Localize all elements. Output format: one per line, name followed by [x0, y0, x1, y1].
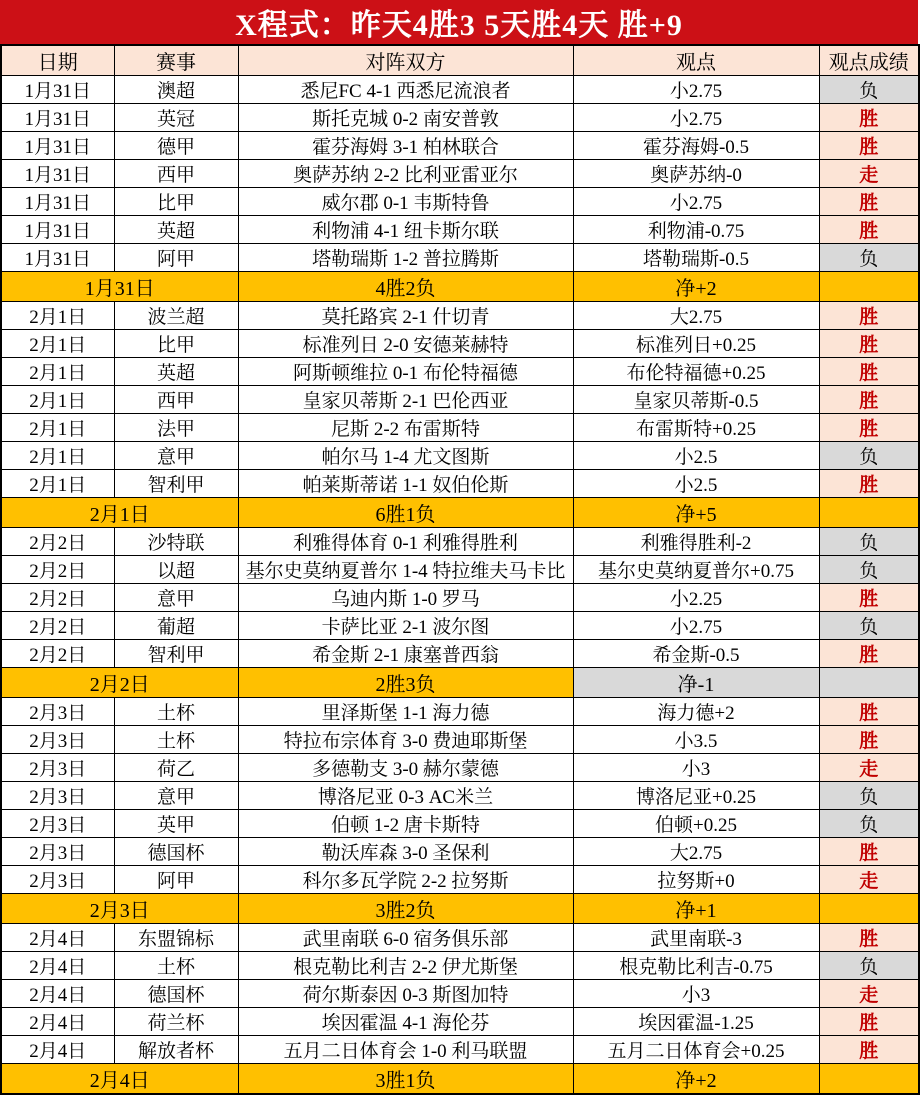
match-row — [1, 584, 919, 612]
column-header-view: 观点 — [573, 45, 819, 76]
match-result-badge: 胜 — [819, 470, 919, 498]
match-teams-score: 特拉布宗体育 3-0 费迪耶斯堡 — [238, 726, 573, 754]
match-row — [1, 698, 919, 726]
match-teams-score: 里泽斯堡 1-1 海力德 — [238, 698, 573, 726]
summary-net: 净+2 — [573, 1064, 819, 1095]
match-date: 2月4日 — [1, 1008, 114, 1036]
summary-record: 6胜1负 — [238, 498, 573, 528]
match-row — [1, 76, 919, 104]
match-row — [1, 726, 919, 754]
match-league: 土杯 — [114, 952, 238, 980]
match-view: 布雷斯特+0.25 — [573, 414, 819, 442]
match-date: 2月4日 — [1, 980, 114, 1008]
summary-date: 2月2日 — [1, 668, 238, 698]
match-teams-score: 利物浦 4-1 纽卡斯尔联 — [238, 216, 573, 244]
match-row — [1, 470, 919, 498]
column-header-league: 赛事 — [114, 45, 238, 76]
title-banner — [0, 0, 918, 44]
match-teams-score: 五月二日体育会 1-0 利马联盟 — [238, 1036, 573, 1064]
match-league: 阿甲 — [114, 866, 238, 894]
match-teams-score: 根克勒比利吉 2-2 伊尤斯堡 — [238, 952, 573, 980]
match-league: 德国杯 — [114, 838, 238, 866]
match-league: 意甲 — [114, 584, 238, 612]
match-teams-score: 勒沃库森 3-0 圣保利 — [238, 838, 573, 866]
match-league: 解放者杯 — [114, 1036, 238, 1064]
match-teams-score: 希金斯 2-1 康塞普西翁 — [238, 640, 573, 668]
match-league: 波兰超 — [114, 302, 238, 330]
match-teams-score: 斯托克城 0-2 南安普敦 — [238, 104, 573, 132]
match-date: 2月3日 — [1, 866, 114, 894]
match-view: 小3 — [573, 754, 819, 782]
day-summary-row — [1, 1064, 919, 1095]
match-date: 2月3日 — [1, 810, 114, 838]
match-date: 2月1日 — [1, 302, 114, 330]
match-row — [1, 924, 919, 952]
match-league: 英甲 — [114, 810, 238, 838]
column-header-matchup: 对阵双方 — [238, 45, 573, 76]
match-date: 2月2日 — [1, 528, 114, 556]
match-date: 2月3日 — [1, 698, 114, 726]
match-row — [1, 414, 919, 442]
match-view: 伯顿+0.25 — [573, 810, 819, 838]
match-row — [1, 528, 919, 556]
match-date: 1月31日 — [1, 160, 114, 188]
match-result-badge: 胜 — [819, 584, 919, 612]
match-row — [1, 132, 919, 160]
match-result-badge: 胜 — [819, 302, 919, 330]
summary-record: 2胜3负 — [238, 668, 573, 698]
match-league: 比甲 — [114, 330, 238, 358]
match-teams-score: 帕莱斯蒂诺 1-1 奴伯伦斯 — [238, 470, 573, 498]
match-result-badge: 胜 — [819, 104, 919, 132]
match-result-badge: 胜 — [819, 1036, 919, 1064]
match-view: 大2.75 — [573, 838, 819, 866]
match-view: 小2.75 — [573, 104, 819, 132]
match-teams-score: 奥萨苏纳 2-2 比利亚雷亚尔 — [238, 160, 573, 188]
match-result-badge: 胜 — [819, 414, 919, 442]
match-date: 2月1日 — [1, 470, 114, 498]
match-view: 五月二日体育会+0.25 — [573, 1036, 819, 1064]
match-result-badge: 胜 — [819, 1008, 919, 1036]
match-view: 布伦特福德+0.25 — [573, 358, 819, 386]
match-row — [1, 358, 919, 386]
match-league: 土杯 — [114, 726, 238, 754]
match-view: 拉努斯+0 — [573, 866, 819, 894]
match-result-badge: 负 — [819, 556, 919, 584]
match-view: 小2.5 — [573, 470, 819, 498]
match-result-badge: 胜 — [819, 330, 919, 358]
day-summary-row — [1, 668, 919, 698]
match-league: 英冠 — [114, 104, 238, 132]
match-view: 小2.75 — [573, 612, 819, 640]
match-result-badge: 负 — [819, 528, 919, 556]
match-result-badge: 走 — [819, 160, 919, 188]
match-row — [1, 782, 919, 810]
match-teams-score: 霍芬海姆 3-1 柏林联合 — [238, 132, 573, 160]
match-view: 希金斯-0.5 — [573, 640, 819, 668]
summary-record: 4胜2负 — [238, 272, 573, 302]
match-league: 荷兰杯 — [114, 1008, 238, 1036]
page-title: X程式：昨天4胜3 5天胜4天 胜+9 — [235, 9, 683, 42]
match-row — [1, 866, 919, 894]
match-league: 英超 — [114, 216, 238, 244]
match-date: 1月31日 — [1, 216, 114, 244]
match-result-badge: 走 — [819, 754, 919, 782]
match-view: 大2.75 — [573, 302, 819, 330]
match-date: 1月31日 — [1, 76, 114, 104]
day-summary-row — [1, 498, 919, 528]
match-teams-score: 尼斯 2-2 布雷斯特 — [238, 414, 573, 442]
match-view: 霍芬海姆-0.5 — [573, 132, 819, 160]
match-date: 1月31日 — [1, 244, 114, 272]
results-table-body — [1, 76, 919, 1095]
match-teams-score: 武里南联 6-0 宿务俱乐部 — [238, 924, 573, 952]
match-result-badge: 负 — [819, 612, 919, 640]
summary-result-spacer — [819, 498, 919, 528]
match-date: 2月2日 — [1, 640, 114, 668]
summary-result-spacer — [819, 668, 919, 698]
match-view: 小2.5 — [573, 442, 819, 470]
summary-net: 净+1 — [573, 894, 819, 924]
summary-result-spacer — [819, 272, 919, 302]
match-row — [1, 216, 919, 244]
match-teams-score: 乌迪内斯 1-0 罗马 — [238, 584, 573, 612]
summary-result-spacer — [819, 1064, 919, 1095]
match-date: 2月2日 — [1, 584, 114, 612]
match-row — [1, 104, 919, 132]
match-teams-score: 标准列日 2-0 安德莱赫特 — [238, 330, 573, 358]
match-view: 小2.75 — [573, 76, 819, 104]
match-date: 2月3日 — [1, 782, 114, 810]
match-league: 比甲 — [114, 188, 238, 216]
match-view: 标准列日+0.25 — [573, 330, 819, 358]
match-teams-score: 帕尔马 1-4 尤文图斯 — [238, 442, 573, 470]
match-league: 智利甲 — [114, 470, 238, 498]
match-view: 小2.75 — [573, 188, 819, 216]
summary-net: 净-1 — [573, 668, 819, 698]
match-league: 法甲 — [114, 414, 238, 442]
match-view: 博洛尼亚+0.25 — [573, 782, 819, 810]
match-league: 西甲 — [114, 160, 238, 188]
match-view: 海力德+2 — [573, 698, 819, 726]
match-result-badge: 负 — [819, 442, 919, 470]
match-row — [1, 980, 919, 1008]
match-result-badge: 胜 — [819, 838, 919, 866]
match-date: 2月1日 — [1, 414, 114, 442]
match-row — [1, 160, 919, 188]
day-summary-row — [1, 272, 919, 302]
match-teams-score: 悉尼FC 4-1 西悉尼流浪者 — [238, 76, 573, 104]
column-header-result: 观点成绩 — [819, 45, 919, 76]
match-date: 2月1日 — [1, 386, 114, 414]
column-header-date: 日期 — [1, 45, 114, 76]
match-league: 智利甲 — [114, 640, 238, 668]
match-date: 1月31日 — [1, 132, 114, 160]
match-date: 2月2日 — [1, 556, 114, 584]
match-league: 以超 — [114, 556, 238, 584]
results-table — [0, 44, 920, 1095]
match-date: 2月3日 — [1, 838, 114, 866]
match-row — [1, 556, 919, 584]
match-view: 利雅得胜利-2 — [573, 528, 819, 556]
header-row — [1, 45, 919, 76]
match-row — [1, 188, 919, 216]
match-row — [1, 386, 919, 414]
match-row — [1, 442, 919, 470]
match-view: 武里南联-3 — [573, 924, 819, 952]
match-league: 意甲 — [114, 782, 238, 810]
match-row — [1, 302, 919, 330]
summary-record: 3胜1负 — [238, 1064, 573, 1095]
match-date: 2月3日 — [1, 726, 114, 754]
match-row — [1, 612, 919, 640]
match-teams-score: 埃因霍温 4-1 海伦芬 — [238, 1008, 573, 1036]
match-league: 沙特联 — [114, 528, 238, 556]
match-row — [1, 330, 919, 358]
match-teams-score: 阿斯顿维拉 0-1 布伦特福德 — [238, 358, 573, 386]
match-row — [1, 838, 919, 866]
summary-record: 3胜2负 — [238, 894, 573, 924]
match-row — [1, 952, 919, 980]
match-result-badge: 胜 — [819, 640, 919, 668]
match-date: 2月1日 — [1, 442, 114, 470]
match-view: 根克勒比利吉-0.75 — [573, 952, 819, 980]
match-result-badge: 胜 — [819, 698, 919, 726]
match-result-badge: 走 — [819, 980, 919, 1008]
match-result-badge: 负 — [819, 782, 919, 810]
match-league: 英超 — [114, 358, 238, 386]
match-league: 澳超 — [114, 76, 238, 104]
day-summary-row — [1, 894, 919, 924]
match-teams-score: 博洛尼亚 0-3 AC米兰 — [238, 782, 573, 810]
summary-date: 2月3日 — [1, 894, 238, 924]
summary-date: 2月1日 — [1, 498, 238, 528]
summary-net: 净+2 — [573, 272, 819, 302]
match-view: 小3.5 — [573, 726, 819, 754]
match-date: 2月1日 — [1, 358, 114, 386]
match-teams-score: 科尔多瓦学院 2-2 拉努斯 — [238, 866, 573, 894]
summary-date: 1月31日 — [1, 272, 238, 302]
match-result-badge: 负 — [819, 244, 919, 272]
match-teams-score: 卡萨比亚 2-1 波尔图 — [238, 612, 573, 640]
match-row — [1, 754, 919, 782]
match-league: 土杯 — [114, 698, 238, 726]
match-teams-score: 威尔郡 0-1 韦斯特鲁 — [238, 188, 573, 216]
match-row — [1, 1008, 919, 1036]
match-view: 小2.25 — [573, 584, 819, 612]
match-league: 阿甲 — [114, 244, 238, 272]
match-date: 1月31日 — [1, 104, 114, 132]
match-date: 2月1日 — [1, 330, 114, 358]
match-teams-score: 荷尔斯泰因 0-3 斯图加特 — [238, 980, 573, 1008]
match-league: 德甲 — [114, 132, 238, 160]
match-view: 塔勒瑞斯-0.5 — [573, 244, 819, 272]
match-result-badge: 负 — [819, 810, 919, 838]
summary-date: 2月4日 — [1, 1064, 238, 1095]
match-date: 2月4日 — [1, 1036, 114, 1064]
match-row — [1, 1036, 919, 1064]
match-result-badge: 胜 — [819, 188, 919, 216]
match-result-badge: 胜 — [819, 726, 919, 754]
match-date: 2月3日 — [1, 754, 114, 782]
match-result-badge: 胜 — [819, 358, 919, 386]
match-result-badge: 胜 — [819, 132, 919, 160]
match-result-badge: 胜 — [819, 216, 919, 244]
match-view: 基尔史莫纳夏普尔+0.75 — [573, 556, 819, 584]
match-date: 2月4日 — [1, 924, 114, 952]
match-view: 利物浦-0.75 — [573, 216, 819, 244]
match-date: 2月4日 — [1, 952, 114, 980]
match-view: 奥萨苏纳-0 — [573, 160, 819, 188]
summary-net: 净+5 — [573, 498, 819, 528]
match-row — [1, 244, 919, 272]
match-league: 意甲 — [114, 442, 238, 470]
match-teams-score: 基尔史莫纳夏普尔 1-4 特拉维夫马卡比 — [238, 556, 573, 584]
match-view: 埃因霍温-1.25 — [573, 1008, 819, 1036]
match-view: 小3 — [573, 980, 819, 1008]
match-league: 荷乙 — [114, 754, 238, 782]
match-league: 葡超 — [114, 612, 238, 640]
match-result-badge: 负 — [819, 76, 919, 104]
match-teams-score: 多德勒支 3-0 赫尔蒙德 — [238, 754, 573, 782]
match-view: 皇家贝蒂斯-0.5 — [573, 386, 819, 414]
results-table-header — [1, 45, 919, 76]
match-date: 1月31日 — [1, 188, 114, 216]
match-result-badge: 负 — [819, 952, 919, 980]
match-teams-score: 利雅得体育 0-1 利雅得胜利 — [238, 528, 573, 556]
summary-result-spacer — [819, 894, 919, 924]
match-league: 西甲 — [114, 386, 238, 414]
match-league: 东盟锦标 — [114, 924, 238, 952]
match-teams-score: 塔勒瑞斯 1-2 普拉腾斯 — [238, 244, 573, 272]
match-teams-score: 伯顿 1-2 唐卡斯特 — [238, 810, 573, 838]
match-result-badge: 胜 — [819, 924, 919, 952]
match-row — [1, 810, 919, 838]
match-league: 德国杯 — [114, 980, 238, 1008]
match-row — [1, 640, 919, 668]
match-teams-score: 莫托路宾 2-1 什切青 — [238, 302, 573, 330]
match-result-badge: 走 — [819, 866, 919, 894]
match-result-badge: 胜 — [819, 386, 919, 414]
match-teams-score: 皇家贝蒂斯 2-1 巴伦西亚 — [238, 386, 573, 414]
match-date: 2月2日 — [1, 612, 114, 640]
